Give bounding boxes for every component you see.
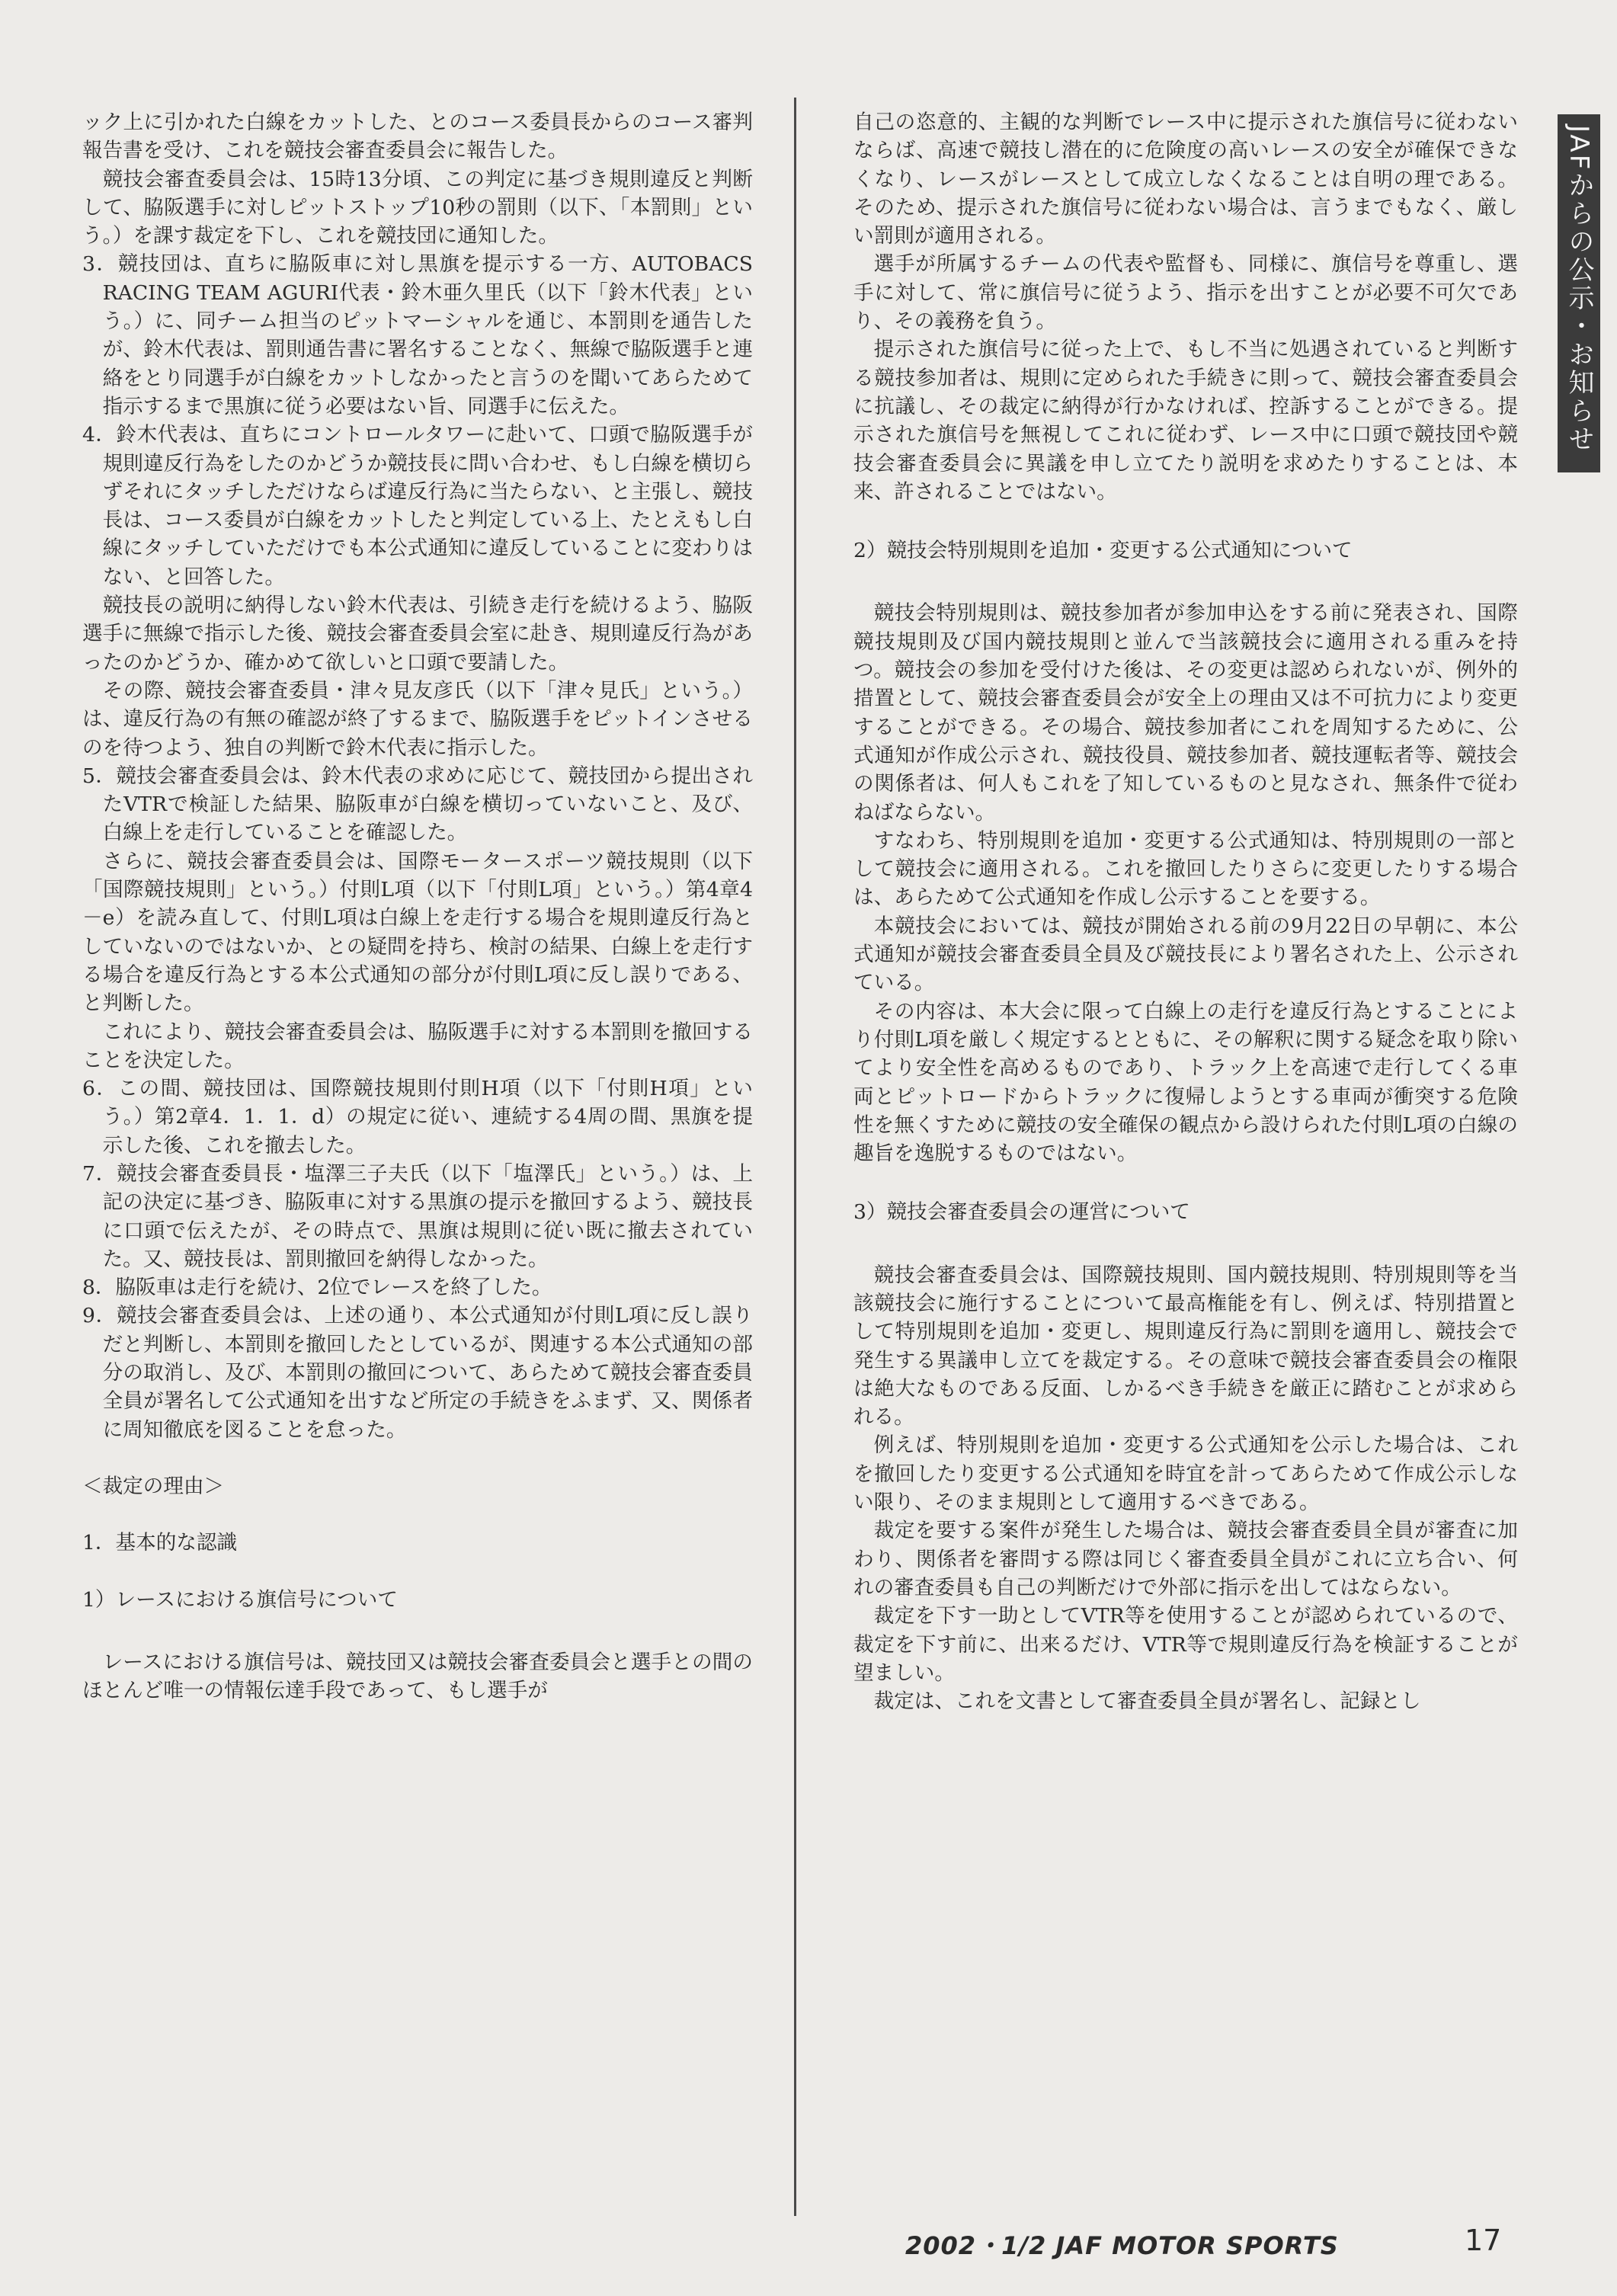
paragraph: 6．この間、競技団は、国際競技規則付則H項（以下「付則H項」という。）第2章4．1．1．d）の規定に従い、連続する4周の間、黒旗を提示した後、これを撤去した。 — [82, 1077, 753, 1158]
paragraph: 競技会審査委員会は、国際競技規則、国内競技規則、特別規則等を当該競技会に施行することについて最高権能を有し、例えば、特別措置として特別規則を追加・変更し、規則違反行為に罰則を適用し、競技会で発生する異議申し立てを裁定する。その意味で競技会審査委員会の権限は絶大なものである反面、しかるべき手続きを厳正に踏むことが求められる。 — [853, 1263, 1518, 1430]
paragraph: 3）競技会審査委員会の運営について — [853, 1200, 1190, 1225]
paragraph: 3．競技団は、直ちに脇阪車に対し黒旗を提示する一方、AUTOBACS RACING TEAM AGURI代表・鈴木亜久里氏（以下「鈴木代表」という。）に、同チーム担当のピットマーシャルを通じ、本罰則を通告したが、鈴木代表は、罰則通告書に署名することなく、無線で脇阪選手と連絡をとり同選手が白線をカットしなかったと言うのを聞いてあらためて指示するまで黒旗に従う必要はない旨、同選手に伝えた。 — [82, 252, 753, 418]
section-side-tab — [1558, 114, 1600, 472]
paragraph: その内容は、本大会に限って白線上の走行を違反行為とすることにより付則L項を厳しく規定するとともに、その解釈に関する疑念を取り除いてより安全性を高めるものであり、トラック上を高速で走行してくる車両とピットロードからトラックに復帰しようとする車両が衝突する危険性を無くすために競技の安全確保の観点から設けられた付則L項の白線の趣旨を逸脱するものではない。 — [853, 999, 1518, 1166]
paragraph: 競技会審査委員会は、15時13分頃、この判定に基づき規則違反と判断して、脇阪選手に対しピットストップ10秒の罰則（以下、「本罰則」という。）を課す裁定を下し、これを競技団に通知した。 — [82, 167, 753, 248]
paragraph: 9．競技会審査委員会は、上述の通り、本公式通知が付則L項に反し誤りだと判断し、本罰則を撤回したとしているが、関連する本公式通知の部分の取消し、及び、本罰則の撤回について、あらためて競技会審査委員全員が署名して公式通知を出すなど所定の手続きをふまず、又、関係者に周知徹底を図ることを怠った。 — [82, 1304, 753, 1442]
paragraph: その際、競技会審査委員・津々見友彦氏（以下「津々見氏」という。）は、違反行為の有無の確認が終了するまで、脇阪選手をピットインさせるのを待つよう、独自の判断で鈴木代表に指示した。 — [82, 678, 753, 760]
paragraph: 8．脇阪車は走行を続け、2位でレースを終了した。 — [82, 1276, 552, 1300]
paragraph: ック上に引かれた白線をカットした、とのコース委員長からのコース審判報告書を受け、これを競技会審査委員会に報告した。 — [82, 110, 753, 163]
paragraph: 選手が所属するチームの代表や監督も、同様に、旗信号を尊重し、選手に対して、常に旗信号に従うよう、指示を出すことが必要不可欠であり、その義務を負う。 — [853, 252, 1518, 334]
paragraph: 本競技会においては、競技が開始される前の9月22日の早朝に、本公式通知が競技会審査委員全員及び競技長により署名された上、公示されている。 — [853, 914, 1518, 995]
paragraph: 4．鈴木代表は、直ちにコントロールタワーに赴いて、口頭で脇阪選手が規則違反行為をしたのかどうか競技長に問い合わせ、もし白線を横切らずそれにタッチしただけならば違反行為に当たらない、と主張し、競技長は、コース委員が白線をカットしたと判定している上、たとえもし白線にタッチしていただけでも本公式通知に違反していることに変わりはない、と回答した。 — [82, 423, 753, 589]
paragraph: ＜裁定の理由＞ — [82, 1474, 225, 1498]
left-text-column — [82, 108, 753, 1705]
column-divider — [794, 98, 796, 2216]
paragraph: 2）競技会特別規則を追加・変更する公式通知について — [853, 539, 1353, 563]
paragraph: 自己の恣意的、主観的な判断でレース中に提示された旗信号に従わないならば、高速で競技し潜在的に危険度の高いレースの安全が確保できなくなり、レースがレースとして成立しなくなることは自明の理である。そのため、提示された旗信号に従わない場合は、言うまでもなく、厳しい罰則が適用される。 — [853, 110, 1518, 248]
paragraph: これにより、競技会審査委員会は、脇阪選手に対する本罰則を撤回することを決定した。 — [82, 1020, 753, 1072]
right-text-column — [853, 108, 1518, 1715]
page-number: 17 — [1465, 2224, 1502, 2257]
paragraph: 裁定は、これを文書として審査委員全員が署名し、記録とし — [873, 1689, 1421, 1714]
paragraph: 競技長の説明に納得しない鈴木代表は、引続き走行を続けるよう、脇阪選手に無線で指示した後、競技会審査委員会室に赴き、規則違反行為があったのかどうか、確かめて欲しいと口頭で要請した。 — [82, 594, 753, 674]
paragraph: 競技会特別規則は、競技参加者が参加申込をする前に発表され、国際競技規則及び国内競技規則と並んで当該競技会に適用される重みを持つ。競技会の参加を受付けた後は、その変更は認められないが、例外的措置として、競技会審査委員会が安全上の理由又は不可抗力により変更することができる。その場合、競技参加者にこれを周知するために、公式通知が作成公示され、競技役員、競技参加者、競技運転者等、競技会の関係者は、何人もこれを了知しているものと見なされ、無条件で従わねばならない。 — [853, 601, 1518, 825]
paragraph: すなわち、特別規則を追加・変更する公式通知は、特別規則の一部として競技会に適用される。これを撤回したりさらに変更したりする場合は、あらためて公式通知を作成し公示することを要する。 — [853, 828, 1518, 910]
section-side-tab-label: JAFからの公示・お知らせ — [1564, 125, 1594, 454]
paragraph: さらに、競技会審査委員会は、国際モータースポーツ競技規則（以下「国際競技規則」という。）付則L項（以下「付則L項」という。）第4章4－e）を読み直して、付則L項は白線上を走行する場合を規則違反行為としていないのではないか、との疑問を持ち、検討の結果、白線上を走行する場合を違反行為とする本公式通知の部分が付則L項に反し誤りである、と判断した。 — [82, 849, 753, 1016]
paragraph: 提示された旗信号に従った上で、もし不当に処遇されていると判断する競技参加者は、規則に定められた手続きに則って、競技会審査委員会に抗議し、その裁定に納得が行かなければ、控訴することができる。提示された旗信号を無視してこれに従わず、レース中に口頭で競技団や競技会審査委員会に異議を申し立てたり説明を求めたりすることは、本来、許されることではない。 — [853, 338, 1518, 504]
paragraph: 1．基本的な認識 — [82, 1531, 238, 1555]
paragraph: 7．競技会審査委員長・塩澤三子夫氏（以下「塩澤氏」という。）は、上記の決定に基づき、脇阪車に対する黒旗の提示を撤回するよう、競技長に口頭で伝えたが、その時点で、黒旗は規則に従い既に撤去されていた。又、競技長は、罰則撤回を納得しなかった。 — [82, 1161, 753, 1271]
paragraph: 1）レースにおける旗信号について — [82, 1587, 398, 1612]
paragraph: 5．競技会審査委員会は、鈴木代表の求めに応じて、競技団から提出されたVTRで検証した結果、脇阪車が白線を横切っていないこと、及び、白線上を走行していることを確認した。 — [82, 764, 753, 845]
paragraph: レースにおける旗信号は、競技団又は競技会審査委員会と選手との間のほとんど唯一の情報伝達手段であって、もし選手が — [82, 1650, 753, 1703]
footer-publication: 2002・1/2 JAF MOTOR SPORTS — [905, 2231, 1339, 2260]
paragraph: 裁定を要する案件が発生した場合は、競技会審査委員全員が審査に加わり、関係者を審問する際は同じく審査委員全員がこれに立ち合い、何れの審査委員も自己の判断だけで外部に指示を出してはならない。 — [853, 1519, 1518, 1600]
paragraph: 裁定を下す一助としてVTR等を使用することが認められているので、裁定を下す前に、出来るだけ、VTR等で規則違反行為を検証することが望ましい。 — [853, 1604, 1518, 1685]
paragraph: 例えば、特別規則を追加・変更する公式通知を公示した場合は、これを撤回したり変更する公式通知を時宜を計ってあらためて作成公示しない限り、そのまま規則として適用するべきである。 — [853, 1433, 1518, 1515]
